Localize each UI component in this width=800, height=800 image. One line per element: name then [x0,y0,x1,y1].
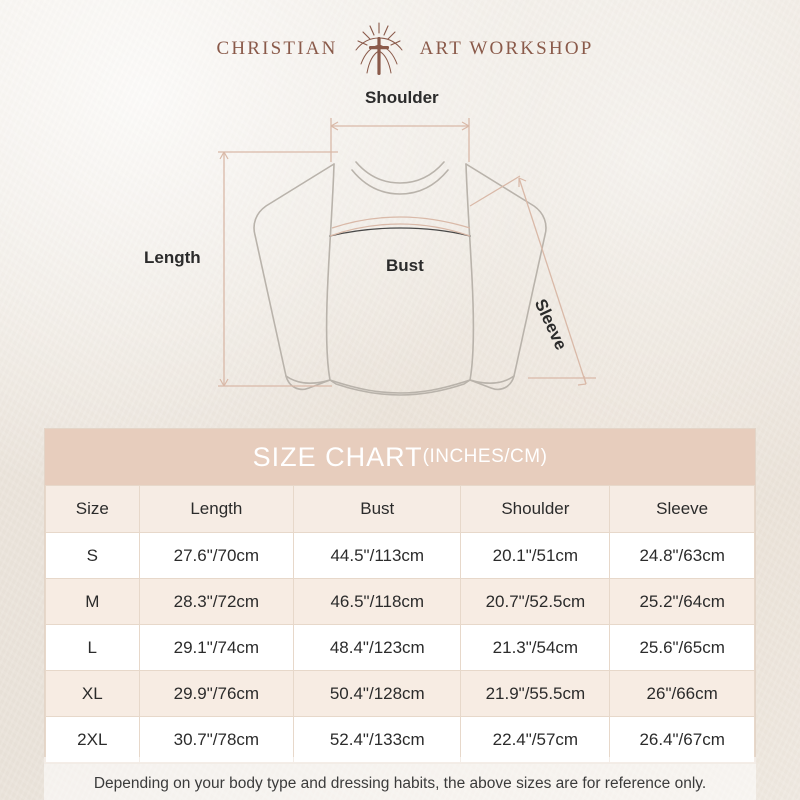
cell-sleeve: 24.8"/63cm [610,533,755,579]
cell-shoulder: 20.1"/51cm [461,533,610,579]
table-row [46,579,755,625]
column-header-shoulder: Shoulder [461,486,610,533]
cell-sleeve: 25.6"/65cm [610,625,755,671]
label-shoulder: Shoulder [365,88,439,107]
cell-shoulder: 21.3"/54cm [461,625,610,671]
label-length: Length [144,248,201,267]
cell-shoulder: 20.7"/52.5cm [461,579,610,625]
column-header-length: Length [139,486,294,533]
column-header-bust: Bust [294,486,461,533]
cell-length: 29.9"/76cm [139,671,294,717]
cell-sleeve: 25.2"/64cm [610,579,755,625]
table-header-row [46,486,755,533]
cell-shoulder: 22.4"/57cm [461,717,610,763]
label-sleeve: Sleeve [530,296,571,353]
garment-illustration [0,78,800,418]
size-chart-table-container [44,428,756,764]
cell-bust: 46.5"/118cm [294,579,461,625]
cell-size: XL [46,671,140,717]
size-chart-title-unit: (INCHES/CM) [422,446,548,467]
cell-bust: 44.5"/113cm [294,533,461,579]
cell-length: 30.7"/78cm [139,717,294,763]
cell-length: 28.3"/72cm [139,579,294,625]
table-row [46,671,755,717]
cell-length: 27.6"/70cm [139,533,294,579]
cell-sleeve: 26.4"/67cm [610,717,755,763]
brand-header [0,18,800,80]
cell-bust: 52.4"/133cm [294,717,461,763]
size-chart-table [45,485,755,763]
sweatshirt-outline-icon [0,78,800,418]
table-row [46,717,755,763]
label-bust: Bust [386,256,424,275]
cell-sleeve: 26"/66cm [610,671,755,717]
cell-size: M [46,579,140,625]
table-row [46,533,755,579]
brand-name-part1: CHRISTIAN [216,38,338,59]
size-chart-title [45,429,755,485]
cell-bust: 48.4"/123cm [294,625,461,671]
footnote: Depending on your body type and dressing habits, the above sizes are for reference only. [93,775,707,792]
cell-size: L [46,625,140,671]
table-row [46,625,755,671]
column-header-sleeve: Sleeve [610,486,755,533]
column-header-size: Size [46,486,140,533]
cell-bust: 50.4"/128cm [294,671,461,717]
cell-size: S [46,533,140,579]
cell-size: 2XL [46,717,140,763]
cell-length: 29.1"/74cm [139,625,294,671]
size-chart-title-main: SIZE CHART [252,441,423,472]
cross-with-rays-icon [348,20,410,78]
brand-name-part2: ART WORKSHOP [419,38,594,59]
cell-shoulder: 21.9"/55.5cm [461,671,610,717]
